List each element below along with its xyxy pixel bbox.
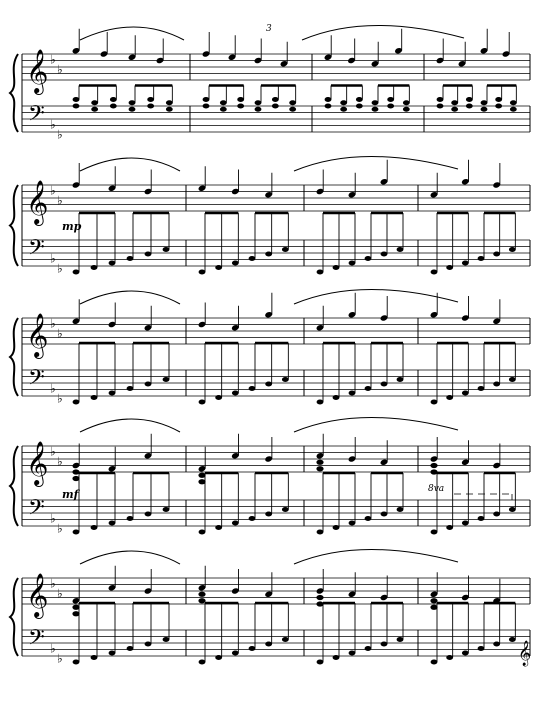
- notehead: [198, 598, 205, 603]
- notehead: [72, 605, 79, 610]
- notehead: [198, 592, 205, 597]
- notehead: [73, 270, 80, 275]
- notehead: [163, 507, 170, 512]
- notehead: [481, 107, 488, 112]
- notehead: [127, 386, 134, 391]
- notehead: [145, 642, 152, 647]
- notehead: [349, 651, 356, 656]
- notehead: [333, 265, 340, 270]
- notehead: [73, 104, 80, 109]
- notehead: [381, 382, 388, 387]
- notehead: [91, 100, 98, 105]
- notehead: [466, 104, 473, 109]
- notehead: [325, 104, 332, 109]
- notehead: [249, 256, 256, 261]
- notehead: [215, 395, 222, 400]
- notehead: [110, 104, 117, 109]
- notehead: [397, 377, 404, 382]
- notehead: [282, 247, 289, 252]
- notehead: [430, 463, 437, 468]
- flat-sign: ♭: [50, 641, 56, 656]
- slur: [302, 25, 464, 40]
- notehead: [73, 530, 80, 535]
- notehead: [356, 104, 363, 109]
- notehead: [316, 595, 323, 600]
- notehead: [446, 395, 453, 400]
- notehead: [72, 611, 79, 616]
- notehead: [316, 460, 323, 465]
- notehead: [220, 107, 227, 112]
- slur: [80, 158, 180, 171]
- notehead: [365, 646, 372, 651]
- brace: [10, 185, 18, 266]
- notehead: [365, 516, 372, 521]
- notehead: [203, 104, 210, 109]
- notehead: [199, 660, 206, 665]
- bass-clef: 𝄢: [28, 495, 45, 526]
- notehead: [198, 473, 205, 478]
- notehead: [431, 400, 438, 405]
- flat-sign: ♭: [57, 127, 63, 142]
- notehead: [462, 391, 469, 396]
- notehead: [163, 247, 170, 252]
- flat-sign: ♭: [57, 391, 63, 406]
- flat-sign: ♭: [57, 454, 63, 469]
- slur: [80, 27, 184, 40]
- notehead: [381, 642, 388, 647]
- notehead: [73, 97, 80, 102]
- notehead: [403, 107, 410, 112]
- notehead: [198, 479, 205, 484]
- notehead: [333, 525, 340, 530]
- notehead: [387, 97, 394, 102]
- slur: [80, 291, 180, 304]
- tuplet-number: 3: [266, 24, 272, 34]
- notehead: [349, 391, 356, 396]
- notehead: [493, 642, 500, 647]
- notehead: [495, 97, 502, 102]
- notehead: [381, 252, 388, 257]
- flat-sign: ♭: [50, 576, 56, 591]
- notehead: [199, 270, 206, 275]
- notehead: [316, 601, 323, 606]
- notehead: [431, 530, 438, 535]
- notehead: [493, 512, 500, 517]
- notehead: [145, 512, 152, 517]
- notehead: [265, 252, 272, 257]
- notehead: [249, 646, 256, 651]
- notehead: [478, 386, 485, 391]
- notehead: [272, 97, 279, 102]
- flat-sign: ♭: [57, 521, 63, 536]
- notehead: [220, 100, 227, 105]
- notehead: [232, 391, 239, 396]
- notehead: [166, 100, 173, 105]
- treble-clef: 𝄞: [26, 313, 49, 357]
- notehead: [431, 660, 438, 665]
- notehead: [509, 247, 516, 252]
- notehead: [91, 395, 98, 400]
- notehead: [372, 100, 379, 105]
- slur: [80, 419, 180, 432]
- flat-sign: ♭: [50, 117, 56, 132]
- flat-sign: ♭: [57, 62, 63, 77]
- dynamic-mp: mp: [62, 220, 82, 233]
- notehead: [510, 100, 517, 105]
- notehead: [215, 655, 222, 660]
- notehead: [478, 516, 485, 521]
- flat-sign: ♭: [50, 183, 56, 198]
- notehead: [109, 261, 116, 266]
- notehead: [129, 107, 136, 112]
- notehead: [340, 100, 347, 105]
- brace: [10, 54, 18, 132]
- slur: [294, 289, 458, 304]
- notehead: [109, 391, 116, 396]
- notehead: [316, 466, 323, 471]
- notehead: [381, 512, 388, 517]
- notehead: [73, 660, 80, 665]
- notehead: [255, 107, 262, 112]
- notehead: [237, 97, 244, 102]
- flat-sign: ♭: [57, 651, 63, 666]
- notehead: [282, 507, 289, 512]
- notehead: [145, 252, 152, 257]
- notehead: [430, 469, 437, 474]
- bass-clef: 𝄢: [28, 235, 45, 266]
- notehead: [249, 386, 256, 391]
- notehead: [199, 400, 206, 405]
- notehead: [127, 646, 134, 651]
- bass-clef: 𝄢: [28, 365, 45, 396]
- notehead: [493, 252, 500, 257]
- flat-sign: ♭: [50, 251, 56, 266]
- notehead: [147, 97, 154, 102]
- notehead: [232, 261, 239, 266]
- notehead: [462, 521, 469, 526]
- bass-clef: 𝄢: [28, 625, 45, 656]
- notehead: [91, 107, 98, 112]
- slur: [294, 549, 458, 564]
- notehead: [509, 377, 516, 382]
- flat-sign: ♭: [57, 586, 63, 601]
- notehead: [265, 642, 272, 647]
- ottava-marking: 8va: [428, 484, 445, 494]
- notehead: [478, 256, 485, 261]
- treble-clef: 𝄞: [26, 49, 49, 93]
- notehead: [72, 476, 79, 481]
- notehead: [127, 256, 134, 261]
- flat-sign: ♭: [50, 444, 56, 459]
- flat-sign: ♭: [57, 261, 63, 276]
- notehead: [478, 646, 485, 651]
- notehead: [110, 97, 117, 102]
- notehead: [349, 261, 356, 266]
- notehead: [127, 516, 134, 521]
- brace: [10, 578, 18, 656]
- flat-sign: ♭: [50, 511, 56, 526]
- notehead: [249, 516, 256, 521]
- notehead: [340, 107, 347, 112]
- notehead: [510, 107, 517, 112]
- dynamic-mf: mf: [62, 488, 79, 501]
- notehead: [462, 651, 469, 656]
- notehead: [265, 382, 272, 387]
- treble-clef: 𝄞: [26, 180, 49, 224]
- flat-sign: ♭: [50, 316, 56, 331]
- notehead: [481, 100, 488, 105]
- notehead: [232, 521, 239, 526]
- flat-sign: ♭: [50, 52, 56, 67]
- notehead: [72, 469, 79, 474]
- notehead: [91, 655, 98, 660]
- notehead: [255, 100, 262, 105]
- notehead: [237, 104, 244, 109]
- notehead: [282, 637, 289, 642]
- treble-clef: 𝄞: [26, 573, 49, 617]
- notehead: [446, 525, 453, 530]
- notehead: [109, 651, 116, 656]
- treble-clef-change: 𝄞: [518, 641, 532, 666]
- notehead: [451, 107, 458, 112]
- notehead: [437, 97, 444, 102]
- notehead: [365, 386, 372, 391]
- bass-clef: 𝄢: [28, 101, 45, 132]
- brace: [10, 446, 18, 526]
- notehead: [333, 395, 340, 400]
- notehead: [509, 637, 516, 642]
- notehead: [403, 100, 410, 105]
- notehead: [203, 97, 210, 102]
- notehead: [349, 521, 356, 526]
- notehead: [129, 100, 136, 105]
- notehead: [356, 97, 363, 102]
- notehead: [446, 265, 453, 270]
- notehead: [109, 521, 116, 526]
- notehead: [387, 104, 394, 109]
- flat-sign: ♭: [57, 193, 63, 208]
- flat-sign: ♭: [57, 326, 63, 341]
- notehead: [430, 598, 437, 603]
- notehead: [372, 107, 379, 112]
- flat-sign: ♭: [50, 381, 56, 396]
- notehead: [166, 107, 173, 112]
- notehead: [215, 525, 222, 530]
- notehead: [282, 377, 289, 382]
- notehead: [289, 107, 296, 112]
- notehead: [509, 507, 516, 512]
- notehead: [91, 265, 98, 270]
- slur: [294, 417, 458, 432]
- notehead: [397, 507, 404, 512]
- notehead: [163, 637, 170, 642]
- treble-clef: 𝄞: [26, 441, 49, 485]
- slur: [294, 156, 458, 171]
- notehead: [73, 400, 80, 405]
- notehead: [147, 104, 154, 109]
- notehead: [317, 660, 324, 665]
- notehead: [493, 382, 500, 387]
- notehead: [163, 377, 170, 382]
- notehead: [145, 382, 152, 387]
- notehead: [317, 530, 324, 535]
- notehead: [397, 637, 404, 642]
- notehead: [495, 104, 502, 109]
- notehead: [91, 525, 98, 530]
- notehead: [265, 512, 272, 517]
- notehead: [333, 655, 340, 660]
- notehead: [437, 104, 444, 109]
- notehead: [215, 265, 222, 270]
- notehead: [317, 400, 324, 405]
- notehead: [199, 530, 206, 535]
- notehead: [317, 270, 324, 275]
- notehead: [365, 256, 372, 261]
- notehead: [272, 104, 279, 109]
- notehead: [451, 100, 458, 105]
- notehead: [446, 655, 453, 660]
- slur: [80, 551, 180, 564]
- brace: [10, 318, 18, 396]
- notehead: [430, 605, 437, 610]
- notehead: [289, 100, 296, 105]
- notehead: [462, 261, 469, 266]
- notehead: [466, 97, 473, 102]
- notehead: [397, 247, 404, 252]
- notehead: [431, 270, 438, 275]
- notehead: [232, 651, 239, 656]
- notehead: [325, 97, 332, 102]
